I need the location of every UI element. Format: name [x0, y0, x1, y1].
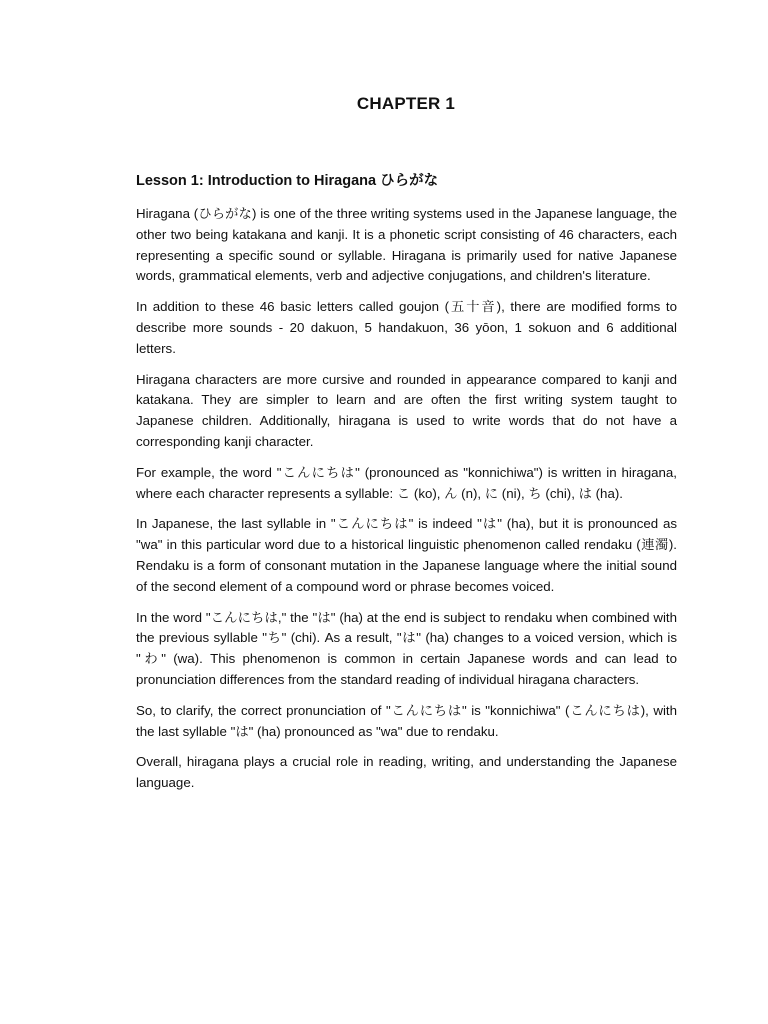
paragraph-clarify: So, to clarify, the correct pronunciation of "こんにちは" is "konnichiwa" (こんにちは), with the last syllable "は" (ha) pronounced as "wa" due to rendaku. [136, 702, 677, 739]
paragraph-goujon: In addition to these 46 basic letters called goujon (五十音), there are modified forms to describe more sounds - 20 dakuon, 5 handakuon, 36 yōon, 1 sokuon and 6 additional letters. [136, 299, 677, 356]
document-body [136, 170, 677, 804]
paragraph-rendaku: In Japanese, the last syllable in "こんにちは" is indeed "は" (ha), but it is pronounced as "wa" in this particular word due to a historical linguistic phenomenon called rendaku (連濁). Rendaku is a form of consonant mutation in the Japanese language where the initial sound of the second element of a compound word or phrase becomes voiced. [136, 516, 677, 594]
paragraph-intro: Hiragana (ひらがな) is one of the three writing systems used in the Japanese language, the other two being katakana and kanji. It is a phonetic script consisting of 46 characters, each representing a specific sound or syllable. Hiragana is primarily used for native Japanese words, grammatical elements, verb and adjective conjugations, and children's literature. [136, 206, 677, 284]
chapter-title: CHAPTER 1 [356, 94, 456, 113]
paragraph-appearance: Hiragana characters are more cursive and rounded in appearance compared to kanji and katakana. They are simpler to learn and are often the first writing system taught to Japanese children. Additionally, hiragana is used to write words that do not have a corresponding kanji character. [136, 371, 677, 449]
paragraph-example: For example, the word "こんにちは" (pronounced as "konnichiwa") is written in hiragana, where each character represents a syllable: こ (ko), ん (n), に (ni), ち (chi), は (ha). [136, 464, 677, 501]
lesson-heading: Lesson 1: Introduction to Hiragana ひらがな [136, 173, 439, 189]
paragraph-overall: Overall, hiragana plays a crucial role in reading, writing, and understanding the Japanese language. [136, 754, 677, 791]
paragraph-konnichiwa: In the word "こんにちは," the "は" (ha) at the end is subject to rendaku when combined with the previous syllable "ち" (chi). As a result, "は" (ha) changes to a voiced version, which is "わ" (wa). This phenomenon is common in certain Japanese words and can lead to pronunciation differences from the standard reading of individual hiragana characters. [136, 609, 677, 687]
